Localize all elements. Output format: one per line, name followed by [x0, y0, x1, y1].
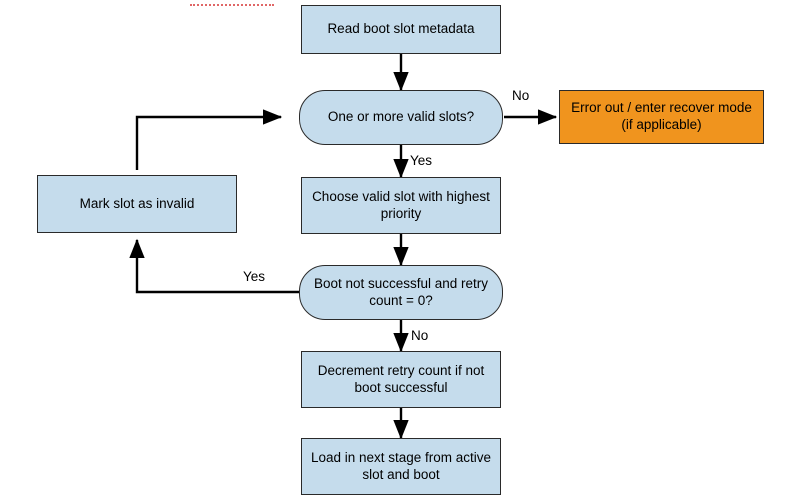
red-dotted-marker: [190, 4, 274, 8]
node-label: Decrement retry count if not boot successful: [317, 362, 485, 395]
edge-label-valid-slots-yes: Yes: [410, 153, 433, 168]
node-label: Boot not successful and retry count = 0?: [313, 275, 489, 308]
node-decrement-retry-count: [301, 351, 501, 408]
edge-label-valid-slots-no: No: [512, 88, 530, 103]
node-load-next-stage: [301, 438, 501, 495]
node-read-boot-slot-metadata: [301, 5, 501, 54]
node-label: Error out / enter recover mode (if applicable): [571, 100, 752, 132]
node-boot-not-successful-check: [299, 265, 503, 320]
node-label: Read boot slot metadata: [327, 21, 475, 37]
node-mark-slot-as-invalid: [37, 175, 237, 233]
node-error-out: [559, 90, 764, 144]
node-label: Load in next stage from active slot and boot: [310, 449, 492, 482]
node-label: Mark slot as invalid: [79, 195, 195, 211]
edge-label-boot-check-yes: Yes: [243, 269, 266, 284]
node-choose-valid-slot: [301, 177, 501, 234]
node-label: Choose valid slot with highest priority: [312, 188, 490, 221]
node-one-or-more-valid-slots: [299, 90, 503, 145]
node-label: One or more valid slots?: [327, 109, 475, 125]
edge-label-boot-check-no: No: [411, 328, 429, 343]
